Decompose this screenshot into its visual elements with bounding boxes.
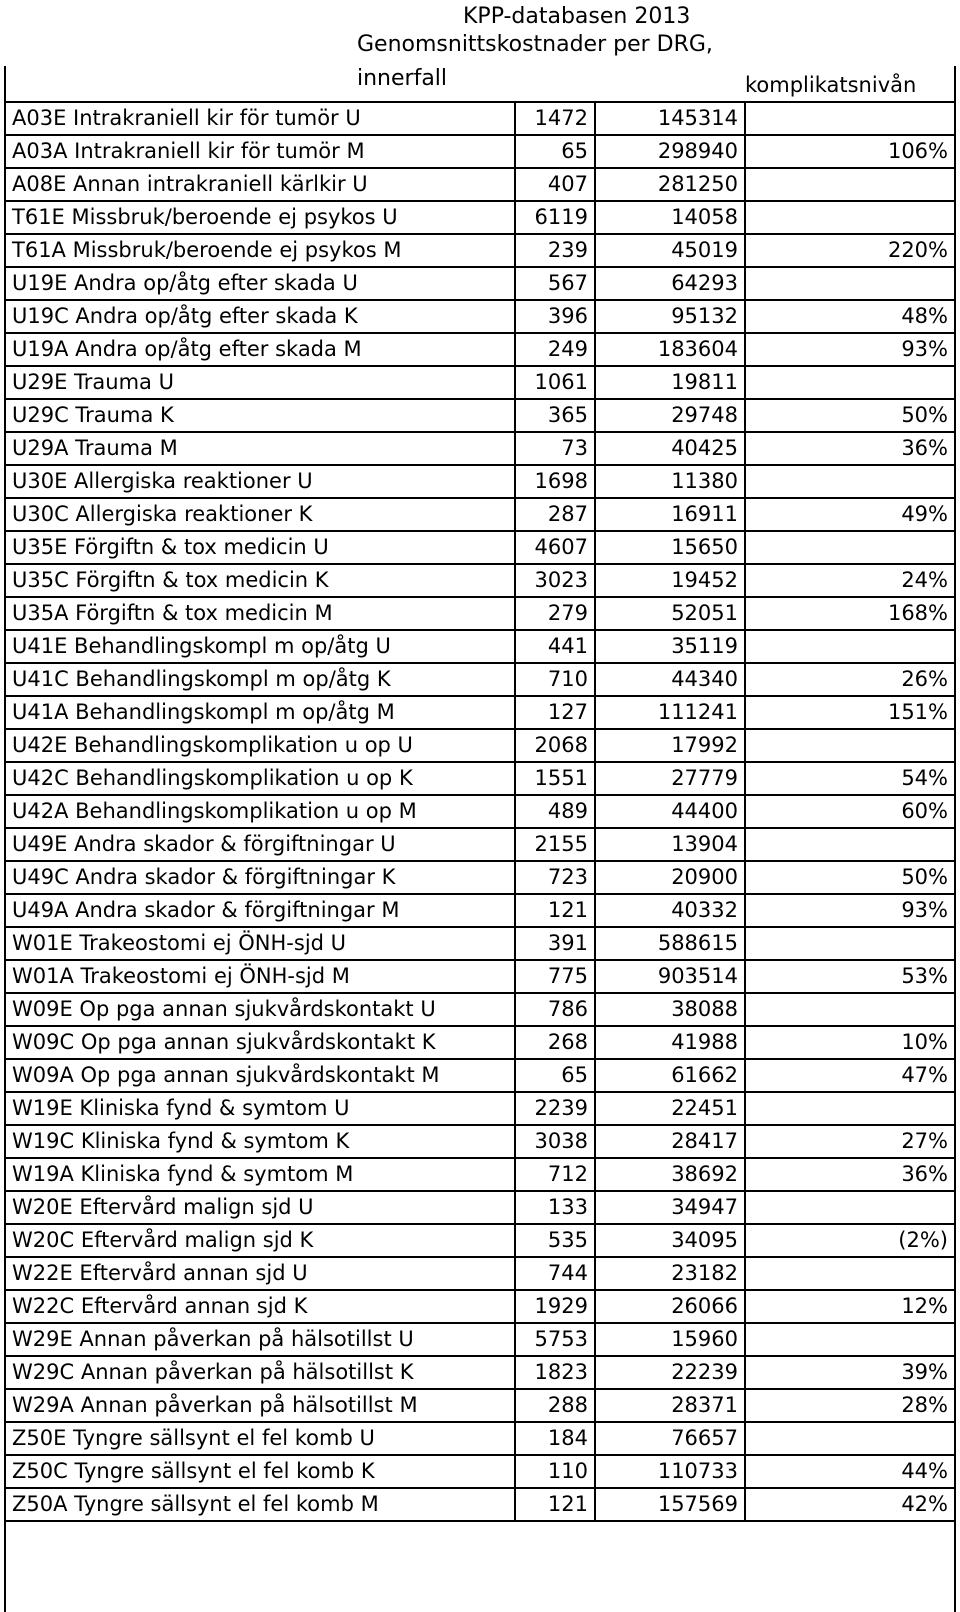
drg-name-cell: U19C Andra op/åtg efter skada K (5, 300, 515, 333)
patient-count-cell: 239 (515, 234, 595, 267)
complication-pct-cell (745, 993, 955, 1026)
patient-count-cell: 365 (515, 399, 595, 432)
complication-pct-cell (745, 729, 955, 762)
table-row (5, 993, 955, 1026)
table-row (5, 201, 955, 234)
complication-pct-cell: 44% (745, 1455, 955, 1488)
avg-cost-cell: 35119 (595, 630, 745, 663)
table-row (5, 696, 955, 729)
avg-cost-cell: 111241 (595, 696, 745, 729)
avg-cost-cell: 41988 (595, 1026, 745, 1059)
avg-cost-cell: 38088 (595, 993, 745, 1026)
patient-count-cell: 775 (515, 960, 595, 993)
table-row (5, 168, 955, 201)
patient-count-cell: 710 (515, 663, 595, 696)
complication-pct-cell (745, 927, 955, 960)
complication-pct-cell (745, 1191, 955, 1224)
complication-pct-cell: 50% (745, 399, 955, 432)
patient-count-cell: 489 (515, 795, 595, 828)
avg-cost-cell: 22239 (595, 1356, 745, 1389)
patient-count-cell: 288 (515, 1389, 595, 1422)
table-row (5, 1158, 955, 1191)
patient-count-cell: 184 (515, 1422, 595, 1455)
table-row (5, 1026, 955, 1059)
drg-name-cell: W22E Eftervård annan sjd U (5, 1257, 515, 1290)
avg-cost-cell: 16911 (595, 498, 745, 531)
avg-cost-cell: 15960 (595, 1323, 745, 1356)
table-row (5, 498, 955, 531)
table-row (5, 894, 955, 927)
complication-pct-cell (745, 630, 955, 663)
table-row (5, 1422, 955, 1455)
avg-cost-cell: 15650 (595, 531, 745, 564)
drg-name-cell: U41A Behandlingskompl m op/åtg M (5, 696, 515, 729)
avg-cost-cell: 34095 (595, 1224, 745, 1257)
patient-count-cell: 249 (515, 333, 595, 366)
drg-name-cell: A03A Intrakraniell kir för tumör M (5, 135, 515, 168)
drg-name-cell: U35C Förgiftn & tox medicin K (5, 564, 515, 597)
table-row (5, 630, 955, 663)
table-row (5, 1356, 955, 1389)
table-row (5, 1455, 955, 1488)
patient-count-cell: 2239 (515, 1092, 595, 1125)
table-row (5, 465, 955, 498)
complication-pct-cell: 54% (745, 762, 955, 795)
drg-name-cell: W29E Annan påverkan på hälsotillst U (5, 1323, 515, 1356)
document-subtitle: Genomsnittskostnader per DRG, innerfall (357, 32, 713, 91)
drg-name-cell: Z50C Tyngre sällsynt el fel komb K (5, 1455, 515, 1488)
patient-count-cell: 2155 (515, 828, 595, 861)
complication-pct-cell: 26% (745, 663, 955, 696)
patient-count-cell: 407 (515, 168, 595, 201)
avg-cost-cell: 38692 (595, 1158, 745, 1191)
avg-cost-cell: 22451 (595, 1092, 745, 1125)
avg-cost-cell: 281250 (595, 168, 745, 201)
complication-pct-cell: (2%) (745, 1224, 955, 1257)
complication-pct-cell (745, 465, 955, 498)
complication-pct-cell: 28% (745, 1389, 955, 1422)
drg-name-cell: W20C Eftervård malign sjd K (5, 1224, 515, 1257)
table-row (5, 1488, 955, 1521)
complication-pct-cell (745, 267, 955, 300)
drg-name-cell: U42C Behandlingskomplikation u op K (5, 762, 515, 795)
drg-name-cell: A08E Annan intrakraniell kärlkir U (5, 168, 515, 201)
complication-pct-cell (745, 1257, 955, 1290)
avg-cost-cell: 19452 (595, 564, 745, 597)
patient-count-cell: 3023 (515, 564, 595, 597)
table-row (5, 1323, 955, 1356)
complication-pct-cell: 47% (745, 1059, 955, 1092)
table-row (5, 366, 955, 399)
complication-pct-cell: 12% (745, 1290, 955, 1323)
table-row (5, 234, 955, 267)
patient-count-cell: 535 (515, 1224, 595, 1257)
drg-name-cell: U29A Trauma M (5, 432, 515, 465)
avg-cost-cell: 95132 (595, 300, 745, 333)
patient-count-cell: 110 (515, 1455, 595, 1488)
avg-cost-cell: 26066 (595, 1290, 745, 1323)
drg-name-cell: W29A Annan påverkan på hälsotillst M (5, 1389, 515, 1422)
patient-count-cell: 65 (515, 1059, 595, 1092)
table-row (5, 1191, 955, 1224)
table-row (5, 333, 955, 366)
drg-name-cell: U35E Förgiftn & tox medicin U (5, 531, 515, 564)
patient-count-cell: 567 (515, 267, 595, 300)
drg-name-cell: W22C Eftervård annan sjd K (5, 1290, 515, 1323)
drg-name-cell: U42A Behandlingskomplikation u op M (5, 795, 515, 828)
drg-name-cell: U49C Andra skador & förgiftningar K (5, 861, 515, 894)
avg-cost-cell: 298940 (595, 135, 745, 168)
drg-name-cell: U35A Förgiftn & tox medicin M (5, 597, 515, 630)
patient-count-cell: 744 (515, 1257, 595, 1290)
table-row (5, 135, 955, 168)
table-row (5, 663, 955, 696)
avg-cost-cell: 183604 (595, 333, 745, 366)
complication-pct-cell: 36% (745, 432, 955, 465)
table-row (5, 1224, 955, 1257)
table-row (5, 762, 955, 795)
drg-name-cell: Z50E Tyngre sällsynt el fel komb U (5, 1422, 515, 1455)
drg-name-cell: U19E Andra op/åtg efter skada U (5, 267, 515, 300)
table-row (5, 795, 955, 828)
patient-count-cell: 391 (515, 927, 595, 960)
complication-pct-cell (745, 531, 955, 564)
avg-cost-cell: 40425 (595, 432, 745, 465)
complication-pct-cell (745, 828, 955, 861)
avg-cost-cell: 34947 (595, 1191, 745, 1224)
complication-pct-cell: 60% (745, 795, 955, 828)
drg-name-cell: W09E Op pga annan sjukvårdskontakt U (5, 993, 515, 1026)
complication-pct-cell: 220% (745, 234, 955, 267)
patient-count-cell: 786 (515, 993, 595, 1026)
drg-name-cell: T61E Missbruk/beroende ej psykos U (5, 201, 515, 234)
table-row (5, 1290, 955, 1323)
complication-pct-cell: 10% (745, 1026, 955, 1059)
avg-cost-cell: 61662 (595, 1059, 745, 1092)
complication-pct-cell: 36% (745, 1158, 955, 1191)
drg-name-cell: W19C Kliniska fynd & symtom K (5, 1125, 515, 1158)
avg-cost-cell: 40332 (595, 894, 745, 927)
complication-pct-cell (745, 168, 955, 201)
table-row (5, 531, 955, 564)
drg-name-cell: U29E Trauma U (5, 366, 515, 399)
drg-name-cell: U42E Behandlingskomplikation u op U (5, 729, 515, 762)
complication-pct-cell: 42% (745, 1488, 955, 1521)
patient-count-cell: 5753 (515, 1323, 595, 1356)
avg-cost-cell: 29748 (595, 399, 745, 432)
patient-count-cell: 3038 (515, 1125, 595, 1158)
drg-name-cell: U41C Behandlingskompl m op/åtg K (5, 663, 515, 696)
patient-count-cell: 1698 (515, 465, 595, 498)
drg-name-cell: U19A Andra op/åtg efter skada M (5, 333, 515, 366)
complication-pct-cell: 93% (745, 333, 955, 366)
drg-name-cell: W01A Trakeostomi ej ÖNH-sjd M (5, 960, 515, 993)
drg-name-cell: Z50A Tyngre sällsynt el fel komb M (5, 1488, 515, 1521)
complication-pct-cell: 48% (745, 300, 955, 333)
table-row (5, 1059, 955, 1092)
table-row (5, 861, 955, 894)
table-row (5, 597, 955, 630)
avg-cost-cell: 11380 (595, 465, 745, 498)
avg-cost-cell: 27779 (595, 762, 745, 795)
complication-pct-cell: 50% (745, 861, 955, 894)
table-row (5, 828, 955, 861)
table-row (5, 432, 955, 465)
avg-cost-cell: 45019 (595, 234, 745, 267)
avg-cost-cell: 76657 (595, 1422, 745, 1455)
patient-count-cell: 2068 (515, 729, 595, 762)
patient-count-cell: 121 (515, 1488, 595, 1521)
drg-name-cell: T61A Missbruk/beroende ej psykos M (5, 234, 515, 267)
drg-name-cell: U41E Behandlingskompl m op/åtg U (5, 630, 515, 663)
drg-name-cell: U29C Trauma K (5, 399, 515, 432)
drg-name-cell: W29C Annan påverkan på hälsotillst K (5, 1356, 515, 1389)
avg-cost-cell: 19811 (595, 366, 745, 399)
patient-count-cell: 287 (515, 498, 595, 531)
avg-cost-cell: 110733 (595, 1455, 745, 1488)
avg-cost-cell: 23182 (595, 1257, 745, 1290)
complication-pct-cell: 27% (745, 1125, 955, 1158)
patient-count-cell: 1472 (515, 102, 595, 135)
complication-pct-cell (745, 201, 955, 234)
complication-pct-cell (745, 1422, 955, 1455)
drg-name-cell: U49A Andra skador & förgiftningar M (5, 894, 515, 927)
document-title: KPP-databasen 2013 (463, 4, 691, 29)
patient-count-cell: 133 (515, 1191, 595, 1224)
table-row (5, 300, 955, 333)
drg-name-cell: U30E Allergiska reaktioner U (5, 465, 515, 498)
patient-count-cell: 73 (515, 432, 595, 465)
complication-pct-cell: 39% (745, 1356, 955, 1389)
table-row (5, 1257, 955, 1290)
patient-count-cell: 1551 (515, 762, 595, 795)
patient-count-cell: 1061 (515, 366, 595, 399)
drg-name-cell: A03E Intrakraniell kir för tumör U (5, 102, 515, 135)
avg-cost-cell: 28417 (595, 1125, 745, 1158)
table-row (5, 102, 955, 135)
drg-name-cell: W19A Kliniska fynd & symtom M (5, 1158, 515, 1191)
patient-count-cell: 396 (515, 300, 595, 333)
patient-count-cell: 1823 (515, 1356, 595, 1389)
patient-count-cell: 712 (515, 1158, 595, 1191)
patient-count-cell: 4607 (515, 531, 595, 564)
avg-cost-cell: 903514 (595, 960, 745, 993)
table-row (5, 1092, 955, 1125)
patient-count-cell: 1929 (515, 1290, 595, 1323)
table-row (5, 1389, 955, 1422)
complication-pct-cell: 151% (745, 696, 955, 729)
avg-cost-cell: 145314 (595, 102, 745, 135)
patient-count-cell: 268 (515, 1026, 595, 1059)
drg-cost-table (4, 101, 956, 1522)
patient-count-cell: 441 (515, 630, 595, 663)
complication-pct-cell: 53% (745, 960, 955, 993)
complication-pct-cell (745, 102, 955, 135)
table-row (5, 564, 955, 597)
table-row (5, 960, 955, 993)
complication-pct-cell (745, 1323, 955, 1356)
patient-count-cell: 723 (515, 861, 595, 894)
drg-name-cell: W09C Op pga annan sjukvårdskontakt K (5, 1026, 515, 1059)
patient-count-cell: 127 (515, 696, 595, 729)
table-row (5, 729, 955, 762)
patient-count-cell: 121 (515, 894, 595, 927)
complication-pct-cell (745, 366, 955, 399)
drg-name-cell: W09A Op pga annan sjukvårdskontakt M (5, 1059, 515, 1092)
patient-count-cell: 279 (515, 597, 595, 630)
avg-cost-cell: 14058 (595, 201, 745, 234)
drg-name-cell: W19E Kliniska fynd & symtom U (5, 1092, 515, 1125)
avg-cost-cell: 44400 (595, 795, 745, 828)
complication-pct-cell: 106% (745, 135, 955, 168)
drg-name-cell: U30C Allergiska reaktioner K (5, 498, 515, 531)
patient-count-cell: 6119 (515, 201, 595, 234)
drg-name-cell: W01E Trakeostomi ej ÖNH-sjd U (5, 927, 515, 960)
table-row (5, 399, 955, 432)
avg-cost-cell: 13904 (595, 828, 745, 861)
avg-cost-cell: 52051 (595, 597, 745, 630)
avg-cost-cell: 44340 (595, 663, 745, 696)
complication-pct-cell: 93% (745, 894, 955, 927)
column-heading-komplikatsnivan: komplikatsnivån (745, 73, 917, 97)
avg-cost-cell: 588615 (595, 927, 745, 960)
patient-count-cell: 65 (515, 135, 595, 168)
complication-pct-cell (745, 1092, 955, 1125)
table-row (5, 1125, 955, 1158)
complication-pct-cell: 168% (745, 597, 955, 630)
avg-cost-cell: 17992 (595, 729, 745, 762)
avg-cost-cell: 157569 (595, 1488, 745, 1521)
drg-name-cell: W20E Eftervård malign sjd U (5, 1191, 515, 1224)
complication-pct-cell: 24% (745, 564, 955, 597)
complication-pct-cell: 49% (745, 498, 955, 531)
avg-cost-cell: 20900 (595, 861, 745, 894)
drg-name-cell: U49E Andra skador & förgiftningar U (5, 828, 515, 861)
table-row (5, 927, 955, 960)
table-row (5, 267, 955, 300)
avg-cost-cell: 64293 (595, 267, 745, 300)
avg-cost-cell: 28371 (595, 1389, 745, 1422)
